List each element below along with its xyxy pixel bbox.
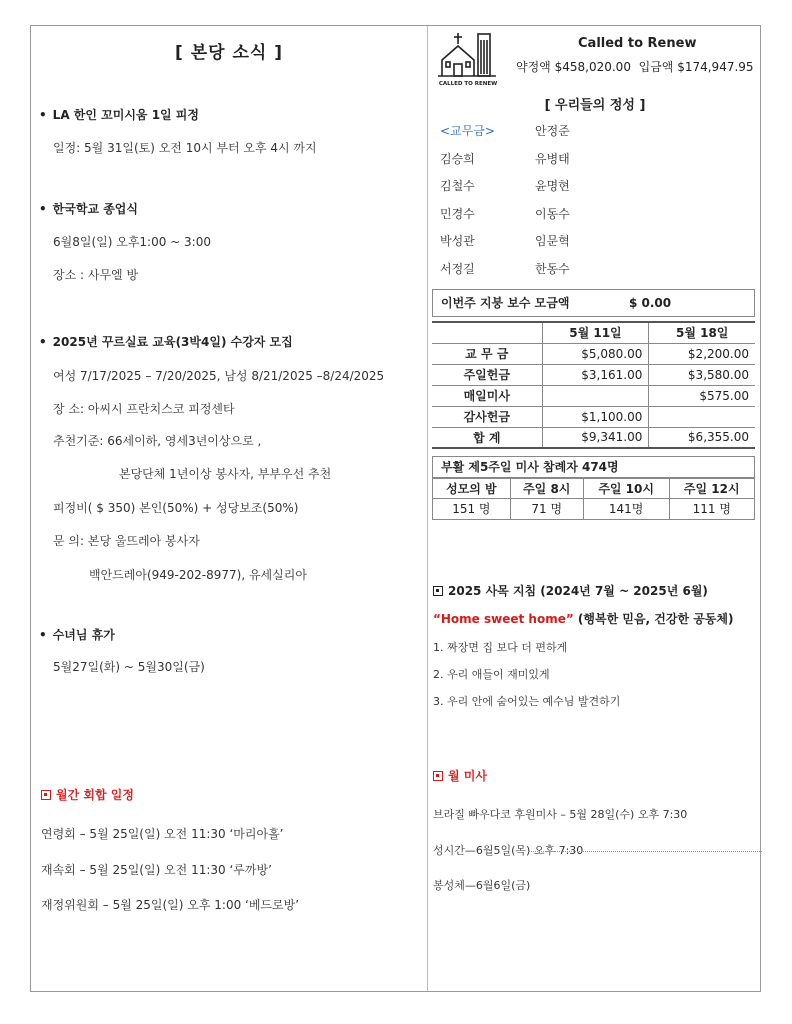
donor-name: 박성관: [440, 234, 475, 248]
donor-row: [440, 150, 640, 178]
donor-list: [440, 122, 640, 287]
offering-cell: $3,161.00: [542, 364, 649, 385]
paid-label: 입금액: [638, 60, 674, 74]
donor-name: 유병태: [535, 151, 570, 166]
paid-value: $174,947.95: [677, 60, 754, 74]
offering-table: [432, 321, 755, 449]
table-row: [432, 343, 755, 364]
news-line: 백안드레아(949-202-8977), 유세실리아: [89, 568, 307, 582]
donor-row: [440, 260, 640, 288]
donor-name: 한동수: [535, 261, 570, 276]
news-line: 본당단체 1년이상 봉사자, 부부우선 추천: [119, 467, 332, 481]
donor-name: 김철수: [440, 179, 475, 193]
month-mass-title-text: 월 미사: [448, 769, 487, 783]
news-line: 6월8일(일) 오후1:00 ~ 3:00: [53, 235, 211, 249]
pastoral-policy-title: [433, 582, 708, 599]
table-row: [433, 499, 754, 519]
meeting-line: 연령회 – 5월 25일(일) 오전 11:30 ‘마리아홀’: [41, 827, 284, 841]
offering-cell: $6,355.00: [649, 427, 755, 448]
square-bullet-icon: [41, 790, 51, 800]
table-row: [433, 479, 754, 499]
motto-quote: “Home sweet home”: [433, 612, 574, 626]
donor-row: [440, 177, 640, 205]
pledge-line: [516, 58, 754, 75]
donor-row: [440, 205, 640, 233]
table-row: [432, 427, 755, 448]
pastoral-motto: [433, 610, 734, 627]
month-mass-line: 성시간—6월5일(목) 오후 7:30: [433, 844, 584, 857]
offering-header: 5월 18일: [649, 322, 755, 343]
offering-header: 5월 11일: [542, 322, 649, 343]
offering-label: 감사헌금: [432, 406, 542, 427]
square-bullet-icon: [433, 771, 443, 781]
square-bullet-icon: [433, 586, 443, 596]
news-heading-comitium: • LA 한인 꼬미시움 1일 피정: [39, 106, 199, 123]
offering-cell: $5,080.00: [542, 343, 649, 364]
mass-header: 성모의 밤: [433, 479, 510, 499]
offering-cell: [649, 406, 755, 427]
news-heading-korean-school: • 한국학교 종업식: [39, 200, 138, 217]
right-column: [428, 26, 762, 991]
dotted-separator: [528, 851, 762, 852]
offering-header: [432, 322, 542, 343]
mass-count: 111 명: [669, 499, 754, 519]
news-line: 5월27일(화) ~ 5월30일(금): [53, 660, 205, 674]
motto-rest: (행복한 믿음, 건강한 공동체): [573, 612, 734, 626]
offering-cell: [542, 385, 649, 406]
donor-name: 임문혁: [535, 234, 570, 248]
mass-header: 주일 10시: [583, 479, 669, 499]
pledge-label: 약정액: [516, 60, 551, 74]
offering-label: 매일미사: [432, 385, 542, 406]
donor-name: 윤명현: [535, 179, 570, 193]
monthly-meeting-title-text: 월간 회합 일정: [56, 788, 134, 802]
news-line: 여성 7/17/2025 – 7/20/2025, 남성 8/21/2025 –8/24/2025: [53, 369, 385, 383]
mass-count: 141명: [583, 499, 669, 519]
mass-attendance-table: [433, 478, 754, 519]
table-row: [432, 385, 755, 406]
donor-name: 김승희: [440, 151, 475, 166]
offering-label: 합 계: [432, 427, 542, 448]
pledge-value: $458,020.00: [554, 60, 631, 74]
donors-title: [ 우리들의 정성 ]: [544, 98, 646, 113]
logo-caption: CALLED TO RENEW: [438, 81, 498, 87]
donor-category: <교무금>: [440, 124, 495, 138]
news-line: 문 의: 본당 울뜨레아 봉사자: [53, 534, 200, 548]
roof-fund-label: 이번주 지붕 보수 모금액: [441, 296, 570, 310]
mass-count: 71 명: [510, 499, 583, 519]
pastoral-policy-title-text: 2025 사목 지침 (2024년 7월 ~ 2025년 6월): [448, 584, 708, 598]
offering-cell: $575.00: [649, 385, 755, 406]
policy-item: 3. 우리 안에 숨어있는 예수님 발견하기: [433, 695, 621, 708]
bulletin-page: [30, 25, 761, 992]
offering-header-row: [432, 322, 755, 343]
month-mass-line: 봉성체—6월6일(금): [433, 879, 531, 892]
table-row: [432, 406, 755, 427]
offering-cell: $1,100.00: [542, 406, 649, 427]
donor-name: 안정준: [535, 124, 570, 138]
donor-row: [440, 122, 640, 150]
table-row: [432, 364, 755, 385]
mass-attendance-title: 부활 제5주일 미사 참례자 474명: [433, 457, 754, 478]
offering-cell: $3,580.00: [649, 364, 755, 385]
donor-row: [440, 232, 640, 260]
called-to-renew-logo: [436, 30, 498, 88]
roof-fund-value: $ 0.00: [629, 296, 672, 310]
meeting-line: 재정위원회 – 5월 25일(일) 오후 1:00 ‘베드로방’: [41, 898, 300, 912]
news-line: 장 소: 아씨시 프란치스코 피정센타: [53, 402, 235, 416]
mass-attendance-box: [432, 456, 755, 520]
campaign-title: Called to Renew: [578, 36, 697, 51]
left-column: [31, 26, 427, 991]
mass-header: 주일 8시: [510, 479, 583, 499]
roof-fund-box: [432, 289, 755, 317]
offering-cell: $2,200.00: [649, 343, 755, 364]
parish-news-title: [ 본당 소식 ]: [175, 43, 283, 63]
offering-label: 교 무 금: [432, 343, 542, 364]
mass-header: 주일 12시: [669, 479, 754, 499]
donor-name: 이동수: [535, 206, 570, 221]
month-mass-line: 브라질 빠우다코 후원미사 – 5월 28일(수) 오후 7:30: [433, 808, 688, 821]
meeting-line: 재속회 – 5월 25일(일) 오전 11:30 ‘루까방’: [41, 863, 272, 877]
policy-item: 2. 우리 애들이 재미있게: [433, 668, 550, 681]
donor-name: 서정길: [440, 261, 475, 276]
news-heading-sister-vacation: • 수녀님 휴가: [39, 626, 115, 643]
monthly-meeting-title: [41, 786, 134, 803]
news-line: 피정비( $ 350) 본인(50%) + 성당보조(50%): [53, 501, 299, 515]
news-line: 장소 : 사무엘 방: [53, 268, 139, 282]
offering-label: 주일헌금: [432, 364, 542, 385]
church-icon: [436, 30, 498, 80]
offering-cell: $9,341.00: [542, 427, 649, 448]
news-heading-cursillo: • 2025년 꾸르실료 교육(3박4일) 수강자 모집: [39, 333, 293, 350]
news-line: 일정: 5월 31일(토) 오전 10시 부터 오후 4시 까지: [53, 141, 317, 155]
policy-item: 1. 짜장면 집 보다 더 편하게: [433, 641, 568, 654]
news-line: 추천기준: 66세이하, 영세3년이상으로 ,: [53, 434, 262, 448]
donor-name: 민경수: [440, 206, 475, 221]
month-mass-title: [433, 767, 487, 784]
mass-count: 151 명: [433, 499, 510, 519]
